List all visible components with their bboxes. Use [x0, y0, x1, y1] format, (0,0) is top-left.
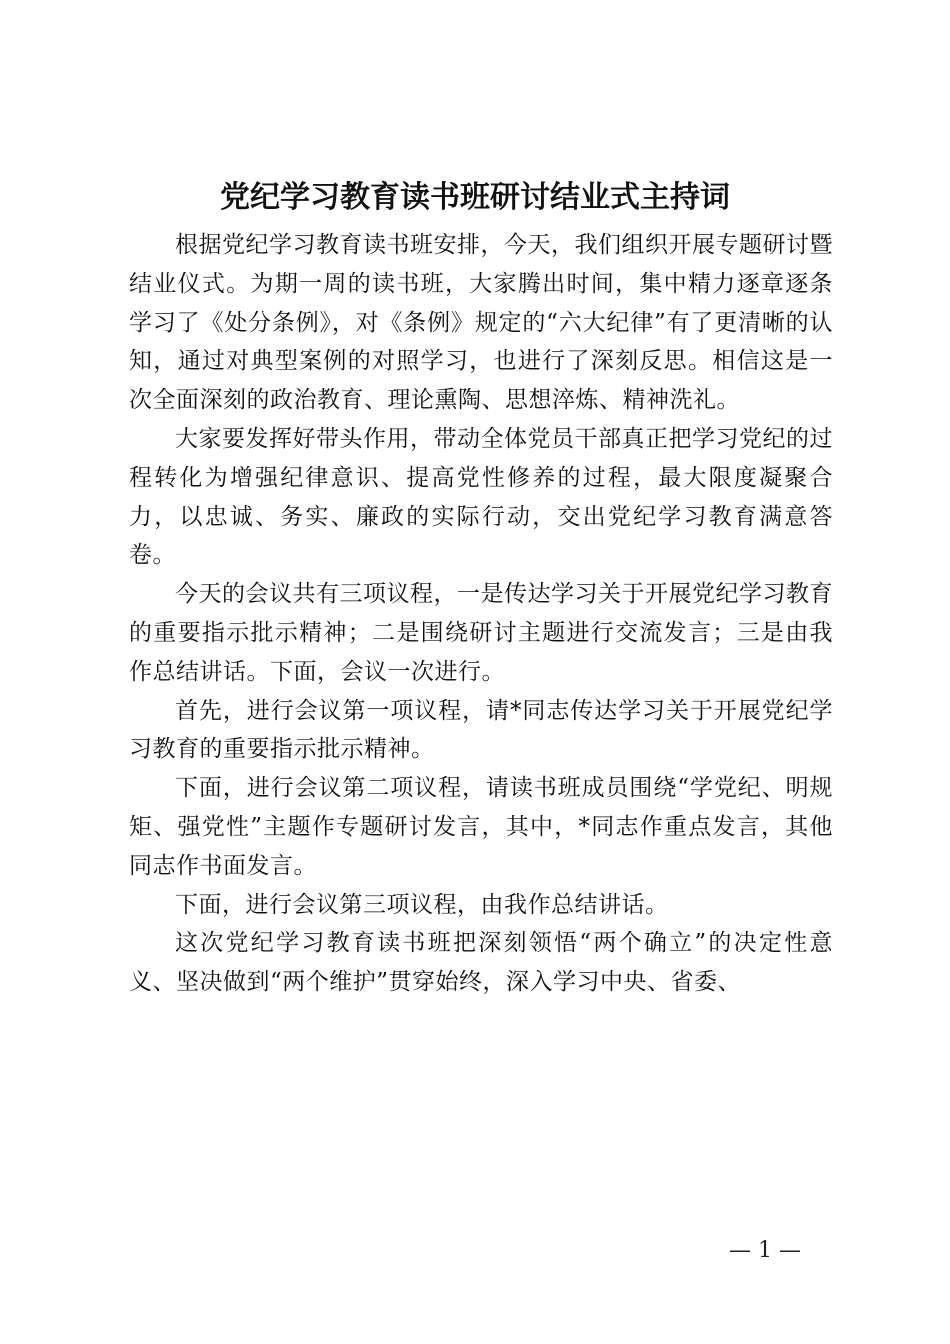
- paragraph-3: 今天的会议共有三项议程，一是传达学习关于开展党纪学习教育的重要指示批示精神；二是围绕研讨主题进行交流发言；三是由我作总结讲话。下面，会议一次进行。: [129, 581, 833, 685]
- paragraph-5: 下面，进行会议第二项议程，请读书班成员围绕“学党纪、明规矩、强党性”主题作专题研讨发言，其中，*同志作重点发言，其他同志作书面发言。: [129, 775, 833, 879]
- document-body: [129, 226, 833, 1002]
- paragraph-2: 大家要发挥好带头作用，带动全体党员干部真正把学习党纪的过程转化为增强纪律意识、提高党性修养的过程，最大限度凝聚合力，以忠诚、务实、廉政的实际行动，交出党纪学习教育满意答卷。: [129, 425, 833, 569]
- paragraph-1: 根据党纪学习教育读书班安排，今天，我们组织开展专题研讨暨结业仪式。为期一周的读书班，大家腾出时间，集中精力逐章逐条学习了《处分条例》，对《条例》规定的“六大纪律”有了更清晰的认知，通过对典型案例的对照学习，也进行了深刻反思。相信这是一次全面深刻的政治教育、理论熏陶、思想淬炼、精神洗礼。: [129, 232, 833, 414]
- document-title: 党纪学习教育读书班研讨结业式主持词: [220, 180, 730, 215]
- paragraph-4: 首先，进行会议第一项议程，请*同志传达学习关于开展党纪学习教育的重要指示批示精神。: [129, 697, 833, 763]
- page-number: — 1 —: [729, 1238, 801, 1263]
- paragraph-7: 这次党纪学习教育读书班把深刻领悟“两个确立”的决定性意义、坚决做到“两个维护”贯穿始终，深入学习中央、省委、: [129, 930, 833, 996]
- paragraph-6: 下面，进行会议第三项议程，由我作总结讲话。: [175, 891, 669, 918]
